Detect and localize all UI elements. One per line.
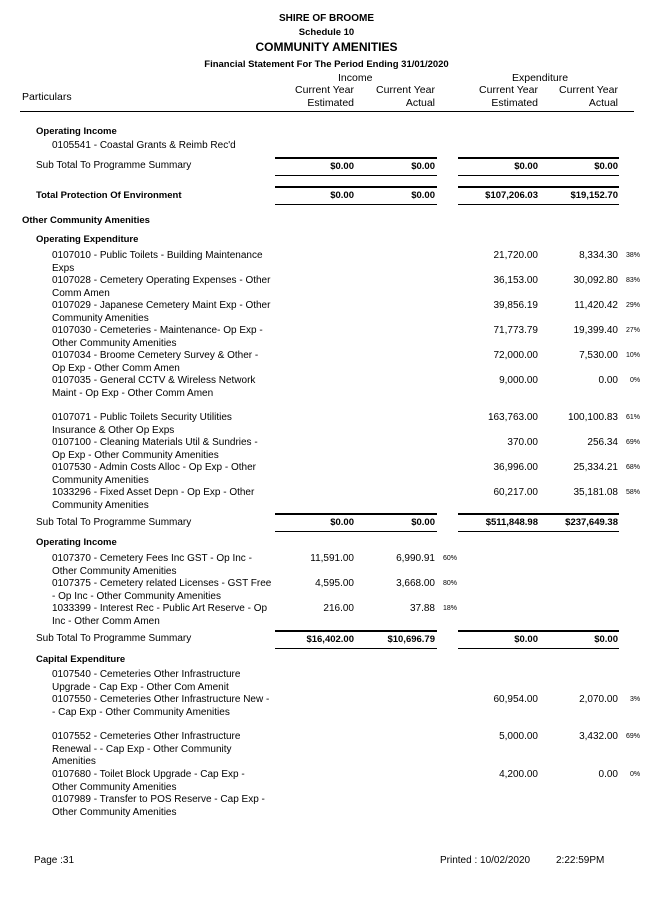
- list-item: 0107375 - Cemetery related Licenses - GST Free - Op Inc - Other Community Amenities: [52, 578, 272, 602]
- col-expenditure: Expenditure: [512, 72, 569, 84]
- list-item: 0107010 - Public Toilets - Building Maintenance Exps: [52, 250, 263, 274]
- subtotal-exp-act: $237,649.38: [565, 517, 618, 528]
- income-rule: [275, 204, 437, 205]
- subtotal-inc-act: $0.00: [411, 161, 435, 172]
- list-item: 0107552 - Cemeteries Other Infrastructure Renewal - - Cap Exp - Other Community Amenities: [52, 731, 241, 767]
- exp-act: 7,530.00: [579, 350, 618, 361]
- income-rule: [275, 648, 437, 649]
- subtotal-label: Sub Total To Programme Summary: [36, 633, 192, 644]
- pct: 27%: [626, 327, 641, 334]
- subtotal-label: Sub Total To Programme Summary: [36, 517, 192, 528]
- inc-est: 216.00: [323, 603, 354, 614]
- page-subtitle: Financial Statement For The Period Ending 31/01/2020: [204, 59, 449, 70]
- printed-time: 2:22:59PM: [556, 855, 605, 866]
- income-rule: [275, 630, 437, 632]
- pct: 29%: [626, 302, 641, 309]
- header-divider: [20, 111, 634, 112]
- exp-act: 0.00: [598, 769, 618, 780]
- section-heading: Capital Expenditure: [36, 654, 126, 665]
- pct: 0%: [630, 771, 641, 778]
- col-inc-act: Actual: [405, 97, 435, 109]
- col-income: Income: [338, 72, 373, 84]
- exp-est: 36,996.00: [493, 462, 538, 473]
- exp-act: 256.34: [587, 437, 618, 448]
- printed-date: Printed : 10/02/2020: [440, 855, 531, 866]
- schedule-label: Schedule 10: [298, 27, 355, 38]
- exp-act: 25,334.21: [573, 462, 618, 473]
- list-item: 0107030 - Cemeteries - Maintenance- Op Exp - Other Community Amenities: [52, 325, 263, 349]
- inc-est: 11,591.00: [310, 553, 354, 564]
- total-exp-est: $107,206.03: [485, 190, 538, 201]
- expenditure-rule: [458, 186, 619, 188]
- subtotal-inc-est: $0.00: [330, 517, 354, 528]
- exp-est: 36,153.00: [493, 275, 538, 286]
- pct: 38%: [626, 252, 641, 259]
- inc-act: 6,990.91: [396, 553, 435, 564]
- page-title: COMMUNITY AMENITIES: [255, 40, 398, 54]
- income-rule: [275, 157, 437, 159]
- exp-act: 19,399.40: [573, 325, 618, 336]
- income-rule: [275, 513, 437, 515]
- col-particulars: Particulars: [22, 91, 72, 103]
- list-item: 1033296 - Fixed Asset Depn - Op Exp - Other Community Amenities: [52, 487, 255, 511]
- income-rule: [275, 531, 437, 532]
- pct: 3%: [630, 696, 641, 703]
- col-exp-act: Actual: [588, 97, 618, 109]
- expenditure-rule: [458, 630, 619, 632]
- subtotal-inc-est: $0.00: [330, 161, 354, 172]
- exp-act: 3,432.00: [579, 731, 618, 742]
- pct: 60%: [443, 555, 458, 562]
- section-heading: Operating Income: [36, 537, 117, 548]
- total-inc-est: $0.00: [330, 190, 354, 201]
- total-exp-act: $19,152.70: [570, 190, 618, 201]
- exp-act: 30,092.80: [573, 275, 618, 286]
- exp-act: 100,100.83: [567, 412, 618, 423]
- pct: 10%: [626, 352, 641, 359]
- subtotal-inc-est: $16,402.00: [306, 634, 354, 645]
- page-number: Page :31: [34, 855, 75, 866]
- col-inc-cy: Current Year: [295, 84, 354, 96]
- list-item: 0107530 - Admin Costs Alloc - Op Exp - Other Community Amenities: [52, 462, 256, 486]
- list-item: 0107034 - Broome Cemetery Survey & Other - Op Exp - Other Comm Amen: [52, 350, 259, 374]
- list-item: 0107680 - Toilet Block Upgrade - Cap Exp - Other Community Amenities: [52, 769, 245, 793]
- pct: 69%: [626, 439, 641, 446]
- subtotal-inc-act: $10,696.79: [387, 634, 435, 645]
- exp-est: 72,000.00: [493, 350, 538, 361]
- inc-act: 37.88: [409, 603, 435, 614]
- subtotal-inc-act: $0.00: [411, 517, 435, 528]
- expenditure-rule: [458, 175, 619, 176]
- exp-act: 8,334.30: [579, 250, 618, 261]
- exp-est: 60,217.00: [493, 487, 538, 498]
- exp-act: 35,181.08: [573, 487, 618, 498]
- col-exp-cy2: Current Year: [559, 84, 618, 96]
- income-rule: [275, 186, 437, 188]
- expenditure-rule: [458, 513, 619, 515]
- subtotal-exp-est: $511,848.98: [485, 517, 538, 528]
- exp-est: 5,000.00: [499, 731, 538, 742]
- list-item: 0107100 - Cleaning Materials Util & Sundries - Op Exp - Other Community Amenities: [52, 437, 258, 461]
- pct: 69%: [626, 733, 641, 740]
- exp-act: 2,070.00: [579, 694, 618, 705]
- subtotal-exp-act: $0.00: [594, 161, 618, 172]
- exp-est: 4,200.00: [499, 769, 538, 780]
- list-item: 0107550 - Cemeteries Other Infrastructure New - - Cap Exp - Other Community Amenities: [52, 694, 270, 718]
- total-inc-act: $0.00: [411, 190, 435, 201]
- pct: 0%: [630, 377, 641, 384]
- list-item: 0107071 - Public Toilets Security Utilities Insurance & Other Op Exps: [52, 412, 232, 436]
- list-item: 0107035 - General CCTV & Wireless Network Maint - Op Exp - Other Comm Amen: [52, 375, 256, 399]
- subtotal-exp-est: $0.00: [514, 634, 538, 645]
- expenditure-rule: [458, 531, 619, 532]
- pct: 18%: [443, 605, 458, 612]
- total-label: Total Protection Of Environment: [36, 190, 182, 201]
- list-item: 0107028 - Cemetery Operating Expenses - Other Comm Amen: [52, 275, 271, 299]
- exp-est: 39,856.19: [493, 300, 538, 311]
- section-heading: Other Community Amenities: [22, 215, 150, 226]
- subtotal-exp-act: $0.00: [594, 634, 618, 645]
- exp-est: 163,763.00: [487, 412, 538, 423]
- col-exp-cy: Current Year: [479, 84, 538, 96]
- section-heading: Operating Income: [36, 126, 117, 137]
- exp-est: 9,000.00: [499, 375, 538, 386]
- col-inc-est: Estimated: [307, 97, 354, 109]
- expenditure-rule: [458, 648, 619, 649]
- inc-act: 3,668.00: [396, 578, 435, 589]
- expenditure-rule: [458, 157, 619, 159]
- pct: 80%: [443, 580, 458, 587]
- exp-est: 21,720.00: [493, 250, 538, 261]
- income-rule: [275, 175, 437, 176]
- expenditure-rule: [458, 204, 619, 205]
- pct: 83%: [626, 277, 641, 284]
- exp-est: 60,954.00: [493, 694, 538, 705]
- exp-est: 71,773.79: [493, 325, 538, 336]
- list-item: 0107989 - Transfer to POS Reserve - Cap Exp - Other Community Amenities: [52, 794, 265, 818]
- subtotal-label: Sub Total To Programme Summary: [36, 160, 192, 171]
- col-inc-cy2: Current Year: [376, 84, 435, 96]
- list-item: 0105541 - Coastal Grants & Reimb Rec'd: [52, 140, 236, 151]
- exp-act: 11,420.42: [574, 300, 618, 311]
- list-item: 0107540 - Cemeteries Other Infrastructure Upgrade - Cap Exp - Other Com Amenit: [52, 669, 241, 693]
- org-name: SHIRE OF BROOME: [278, 13, 374, 24]
- list-item: 1033399 - Interest Rec - Public Art Reserve - Op Inc - Other Comm Amen: [52, 603, 268, 627]
- exp-est: 370.00: [507, 437, 538, 448]
- pct: 61%: [626, 414, 641, 421]
- section-heading: Operating Expenditure: [36, 234, 139, 245]
- list-item: 0107370 - Cemetery Fees Inc GST - Op Inc - Other Community Amenities: [52, 553, 252, 577]
- inc-est: 4,595.00: [315, 578, 354, 589]
- exp-act: 0.00: [598, 375, 618, 386]
- pct: 68%: [626, 464, 641, 471]
- subtotal-exp-est: $0.00: [514, 161, 538, 172]
- list-item: 0107029 - Japanese Cemetery Maint Exp - Other Community Amenities: [52, 300, 271, 324]
- pct: 58%: [626, 489, 641, 496]
- col-exp-est: Estimated: [491, 97, 538, 109]
